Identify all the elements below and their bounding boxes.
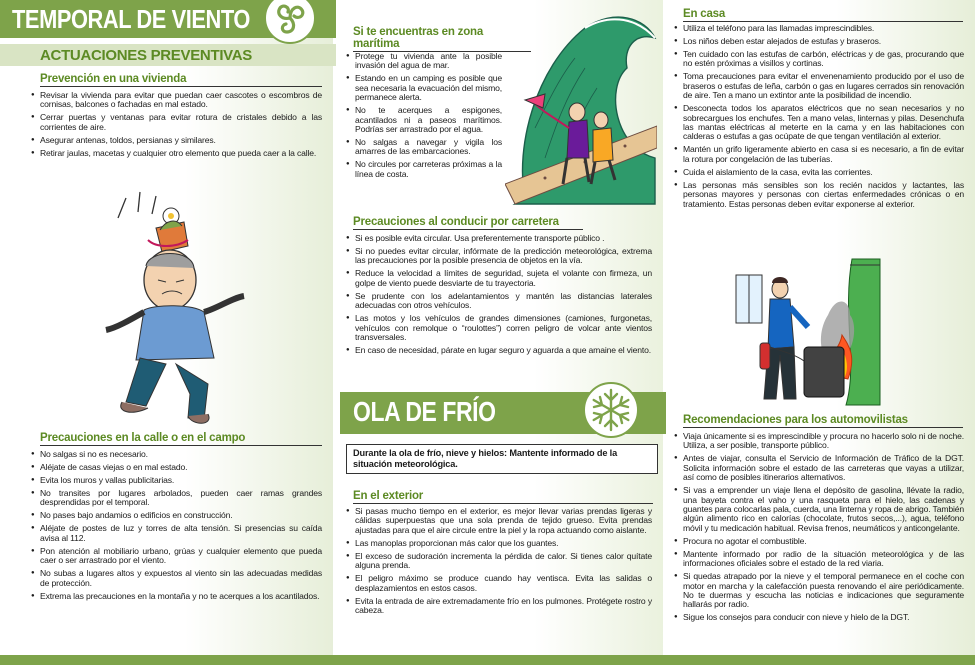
list-item: ● Toma precauciones para evitar el envenenamiento producido por el uso de braseros o estufas de leña, carbón o gas en lugares cerrados sin renovación de aire. Ten a mano un extintor ante la posibilidad de incendio. <box>674 72 964 100</box>
list-calle <box>31 450 322 605</box>
list-item: ● Desconecta todos los aparatos eléctricos que no sean necesarios y no sobrecargues los enchufes. Ten a mano velas, linternas y pilas. Desenchufa las mantas eléctricas al meterte en la cama y en las habitaciones con calderas o estufas a gas ocúpate de que tengan ventilación al exterior. <box>674 104 964 142</box>
list-item: ● Si no puedes evitar circular, infórmate de la predicción meteorológica, extrema las precauciones por la posible presencia de objetos en la vía. <box>346 247 652 266</box>
list-item: ● En caso de necesidad, párate en lugar seguro y aguarda a que amaine el viento. <box>346 346 652 355</box>
list-item: ● No transites por lugares arbolados, pueden caer ramas grandes desprendidas por el temporal. <box>31 489 322 508</box>
list-item: ● Retirar jaulas, macetas y cualquier otro elemento que pueda caer a la calle. <box>31 149 322 158</box>
list-item: ● Si quedas atrapado por la nieve y el temporal permanece en el coche con motor en marcha y la calefacción puesta renovando el aire periódicamente. No te duermas y escucha las noticias e indicaciones que seguramente hallarás por radio. <box>674 572 964 610</box>
list-item: ● Reduce la velocidad a límites de seguridad, sujeta el volante con firmeza, un golpe de viento puede desviarte de tu trayectoria. <box>346 269 652 288</box>
list-vivienda <box>31 91 322 162</box>
wind-swirl-icon <box>264 0 316 44</box>
list-item: ● Estando en un camping es posible que sea necesaria la evacuación del mismo, permanece alerta. <box>346 74 502 102</box>
list-item: ● Si es posible evita circular. Usa preferentemente transporte público . <box>346 234 652 243</box>
list-item: ● Viaja únicamente si es imprescindible y procura no hacerlo solo ni de noche. Utiliza, a ser posible, transporte público. <box>674 432 964 451</box>
list-item: ● Si vas a emprender un viaje llena el depósito de gasolina, llévate la radio, una bayeta contra el vaho y una rasqueta para el hielo, las cadenas y guantes para colocarlas pala, cuerda, una linterna y ropa de abrigo. También algún alimento rico en calorías (chocolate, frutos secos,...), agua, teléfono móvil y tu medicación habitual. Revisa frenos, neumáticos y anticongelante. <box>674 486 964 533</box>
list-item: ● Aléjate de casas viejas o en mal estado. <box>31 463 322 472</box>
section-heading-carretera: Precauciones al conducir por carretera <box>353 216 583 230</box>
section-heading-vivienda: Prevención en una vivienda <box>40 73 322 87</box>
list-item: ● Las motos y los vehículos de grandes dimensiones (camiones, furgonetas, vehículos con remolque o “roulottes”) corren peligro de volcar ante vientos transversales. <box>346 314 652 342</box>
list-item: ● Las personas más sensibles son los recién nacidos y lactantes, las personas mayores y personas con ciertas enfermedades crónicas o en tratamiento. Estas personas deben evitar exponerse al exterior. <box>674 181 964 209</box>
list-item: ● El peligro máximo se produce cuando hay ventisca. Evita las salidas o desplazamientos en estos casos. <box>346 574 652 593</box>
list-item: ● No salgas a navegar y vigila los amarres de las embarcaciones. <box>346 138 502 157</box>
page-title: TEMPORAL DE VIENTO <box>12 4 250 34</box>
list-item: ● Aléjate de postes de luz y torres de alta tensión. Si presencias su caída avisa al 112. <box>31 524 322 543</box>
list-item: ● No salgas si no es necesario. <box>31 450 322 459</box>
section-heading-maritima: Si te encuentras en zona marítima <box>353 26 531 52</box>
list-item: ● Evita la entrada de aire extremadamente frío en los pulmones. Protégete rostro y cabeza. <box>346 597 652 616</box>
list-item: ● Si pasas mucho tiempo en el exterior, es mejor llevar varias prendas ligeras y cálidas superpuestas que una sola prenda de tejido grueso. Evita prendas ajustadas para que el aire circule entre la piel y la ropa actuando como aislante. <box>346 507 652 535</box>
list-maritima <box>346 52 502 183</box>
section-heading-calle: Precauciones en la calle o en el campo <box>40 432 322 446</box>
list-item: ● No circules por carreteras próximas a la línea de costa. <box>346 160 502 179</box>
subtitle-band <box>0 44 336 66</box>
frio-title: OLA DE FRÍO <box>353 396 496 427</box>
list-item: ● Evita los muros y vallas publicitarias. <box>31 476 322 485</box>
list-item: ● Asegurar antenas, toldos, persianas y similares. <box>31 136 322 145</box>
list-item: ● Antes de viajar, consulta el Servicio de Información de Tráfico de la DGT. Solicita información sobre el estado de las carreteras que vayas a utilizar, así como de posibles itinerarios alternativos. <box>674 454 964 482</box>
list-item: ● Pon atención al mobiliario urbano, grúas y cualquier elemento que pueda caer o ser arrastrado por el viento. <box>31 547 322 566</box>
bottom-band <box>0 655 975 665</box>
list-item: ● No pases bajo andamios o edificios en construcción. <box>31 511 322 520</box>
list-item: ● Las manoplas proporcionan más calor que los guantes. <box>346 539 652 548</box>
section-heading-casa: En casa <box>683 8 963 22</box>
section-heading-automovilistas: Recomendaciones para los automovilistas <box>683 414 963 428</box>
list-item: ● Se prudente con los adelantamientos y mantén las distancias laterales adecuadas con otros vehículos. <box>346 292 652 311</box>
list-item: ● Los niños deben estar alejados de estufas y braseros. <box>674 37 964 46</box>
list-exterior <box>346 507 652 619</box>
list-item: ● Cerrar puertas y ventanas para evitar rotura de cristales debido a las corrientes de aire. <box>31 113 322 132</box>
illustration-falling-flowerpot <box>96 188 256 428</box>
list-item: ● Extrema las precauciones en la montaña y no te acerques a los acantilados. <box>31 592 322 601</box>
list-carretera <box>346 234 652 359</box>
subtitle: ACTUACIONES PREVENTIVAS <box>40 47 253 64</box>
list-item: ● Sigue los consejos para conducir con nieve y hielo de la DGT. <box>674 613 964 622</box>
list-item: ● El exceso de sudoración incrementa la pérdida de calor. Si tienes calor quítate alguna prenda. <box>346 552 652 571</box>
list-item: ● Mantén un grifo ligeramente abierto en casa si es necesario, a fin de evitar la rotura por congelación de las tuberías. <box>674 145 964 164</box>
list-automovilistas <box>674 432 964 626</box>
column-divider <box>333 0 339 655</box>
list-item: ● Ten cuidado con las estufas de carbón, eléctricas y de gas, procurando que no estén próximas a visillos y cortinas. <box>674 50 964 69</box>
snowflake-icon <box>583 382 639 438</box>
illustration-stove-fire <box>732 255 882 407</box>
illustration-giant-wave <box>505 8 657 208</box>
list-item: ● Protege tu vivienda ante la posible invasión del agua de mar. <box>346 52 502 71</box>
list-item: ● No te acerques a espigones, acantilados ni a paseos marítimos. Podrías ser arrastrado por el agua. <box>346 106 502 134</box>
list-item: ● Revisar la vivienda para evitar que puedan caer cascotes o escombros de cornisas, balcones o fachadas en mal estado. <box>31 91 322 110</box>
list-item: ● Cuida el aislamiento de la casa, evita las corrientes. <box>674 168 964 177</box>
section-heading-exterior: En el exterior <box>353 490 653 504</box>
column-divider <box>663 0 669 655</box>
list-item: ● Mantente informado por radio de la situación meteorológica y de las informaciones oficiales sobre el estado de la red viaria. <box>674 550 964 569</box>
list-item: ● Utiliza el teléfono para las llamadas imprescindibles. <box>674 24 964 33</box>
list-casa <box>674 24 964 213</box>
list-item: ● No subas a lugares altos y expuestos al viento sin las adecuadas medidas de protección. <box>31 569 322 588</box>
frio-intro: Durante la ola de frío, nieve y hielos: Mantente informado de la situación meteorológica. <box>346 444 658 474</box>
list-item: ● Procura no agotar el combustible. <box>674 537 964 546</box>
